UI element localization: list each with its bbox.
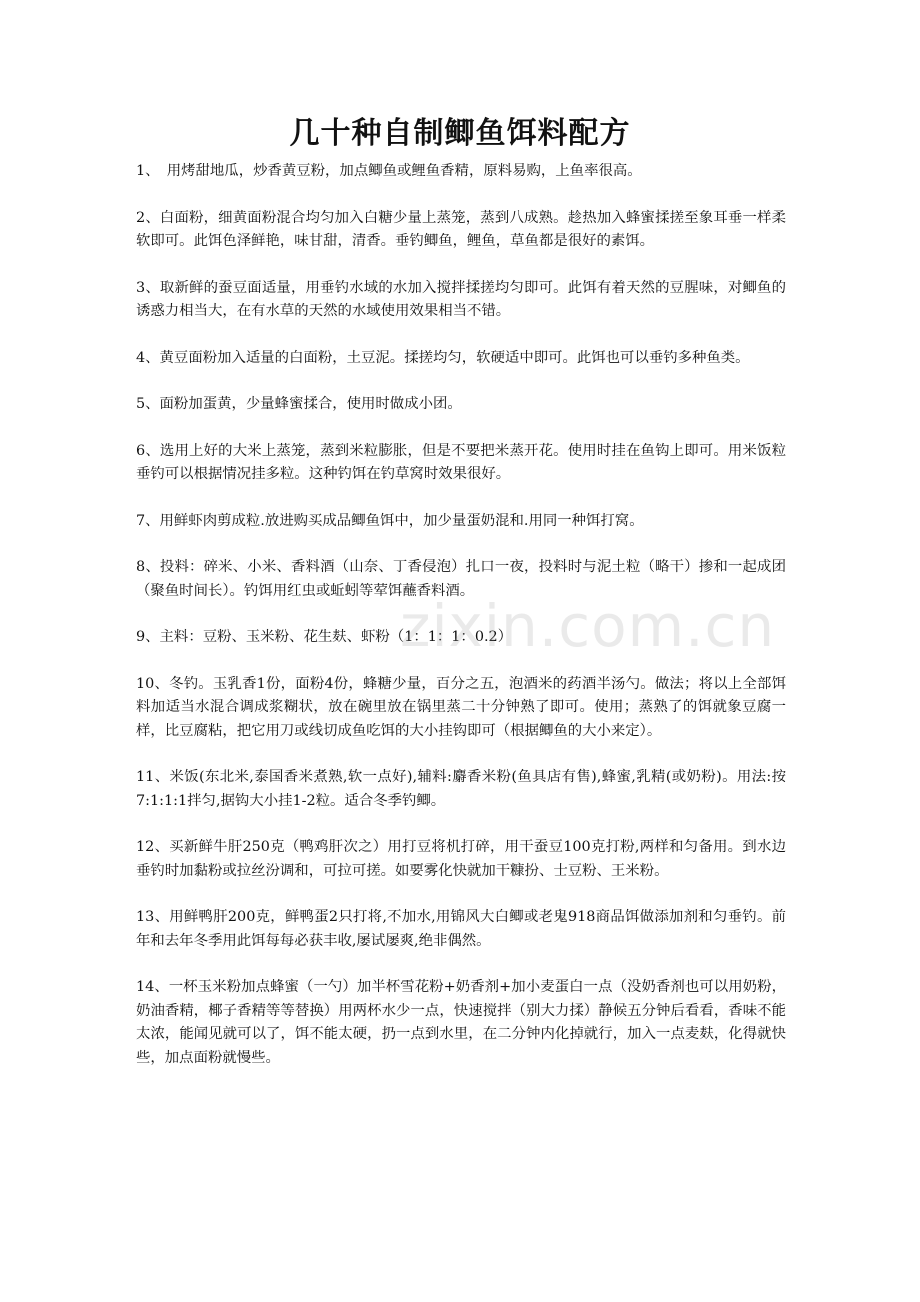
paragraph-3: 3、取新鲜的蚕豆面适量，用垂钓水域的水加入搅拌揉搓均匀即可。此饵有着天然的豆腥味，对鲫鱼的诱惑力相当大，在有水草的天然的水域使用效果相当不错。	[136, 279, 786, 319]
paragraph-5: 5、面粉加蛋黄，少量蜂蜜揉合，使用时做成小团。	[136, 396, 462, 412]
paragraph-9: 9、主料：豆粉、玉米粉、花生麸、虾粉（1：1：1：0.2）	[136, 629, 513, 645]
paragraph-2: 2、白面粉，细黄面粉混合均匀加入白糖少量上蒸笼，蒸到八成熟。趁热加入蜂蜜揉搓至象耳垂一样柔软即可。此饵色泽鲜艳，味甘甜，清香。垂钓鲫鱼，鲤鱼，草鱼都是很好的素饵。	[136, 209, 786, 249]
document-body	[136, 160, 786, 1093]
paragraph-7: 7、用鲜虾肉剪成粒.放进购买成品鲫鱼饵中，加少量蛋奶混和.用同一种饵打窝。	[136, 512, 644, 529]
paragraph-6: 6、选用上好的大米上蒸笼，蒸到米粒膨胀，但是不要把米蒸开花。使用时挂在鱼钩上即可。用米饭粒垂钓可以根据情况挂多粒。这种钓饵在钓草窝时效果很好。	[136, 442, 786, 482]
paragraph-8: 8、投料：碎米、小米、香料酒（山奈、丁香侵泡）扎口一夜，投料时与泥土粒（略干）掺和一起成团（聚鱼时间长）。钓饵用红虫或蚯蚓等荤饵蘸香料酒。	[136, 559, 786, 599]
paragraph-13: 13、用鲜鸭肝200克，鲜鸭蛋2只打将,不加水,用锦风大白鲫或老鬼918商品饵做添加剂和匀垂钓。前年和去年冬季用此饵每每必获丰收,屡试屡爽,绝非偶然。	[136, 909, 786, 949]
watermark: zixin.com.cn	[400, 592, 776, 660]
paragraph-12: 12、买新鲜牛肝250克（鸭鸡肝次之）用打豆将机打碎，用干蚕豆100克打粉,两样和匀备用。到水边垂钓时加黏粉或拉丝汾调和，可拉可搓。如要雾化快就加干糠扮、士豆粉、王米粉。	[136, 839, 786, 879]
paragraph-11: 11、米饭(东北米,泰国香米煮熟,软一点好),辅料:麝香米粉(鱼具店有售),蜂蜜,乳精(或奶粉)。用法:按7:1:1:1拌匀,据钩大小挂1-2粒。适合冬季钓鲫。	[136, 769, 786, 809]
paragraph-14: 14、一杯玉米粉加点蜂蜜（一勺）加半杯雪花粉+奶香剂+加小麦蛋白一点（没奶香剂也可以用奶粉，奶油香精，椰子香精等等替换）用两杯水少一点，快速搅拌（别大力揉）静候五分钟后看看，香味不能太浓，能闻见就可以了，饵不能太硬，扔一点到水里，在二分钟内化掉就行，加入一点麦麸，化得就快些，加点面粉就慢些。	[136, 979, 786, 1066]
paragraph-4: 4、黄豆面粉加入适量的白面粉，土豆泥。揉搓均匀，软硬适中即可。此饵也可以垂钓多种鱼类。	[136, 349, 750, 366]
document-title: 几十种自制鲫鱼饵料配方	[289, 116, 631, 151]
paragraph-1: 1、 用烤甜地瓜，炒香黄豆粉，加点鲫鱼或鲤鱼香精，原料易购，上鱼率很高。	[136, 163, 642, 179]
paragraph-10: 10、冬钓。玉乳香1份，面粉4份，蜂糖少量，百分之五，泡酒米的药酒半汤勺。做法；将以上全部饵料加适当水混合调成浆糊状，放在碗里放在锅里蒸二十分钟熟了即可。使用；蒸熟了的饵就象豆腐一样，比豆腐粘，把它用刀或线切成鱼吃饵的大小挂钩即可（根据鲫鱼的大小来定）。	[136, 675, 786, 739]
